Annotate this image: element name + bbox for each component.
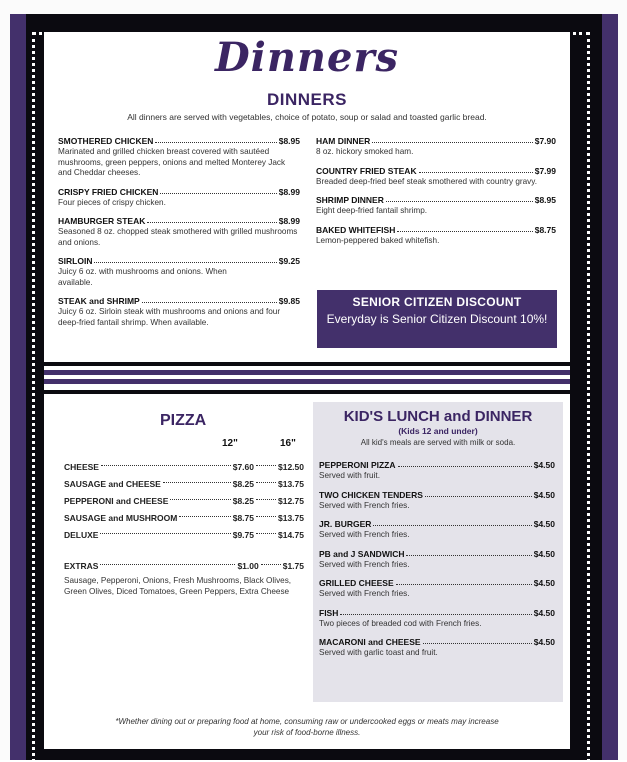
menu-item: BAKED WHITEFISH $8.75 Lemon-peppered baked whitefish. [316, 224, 556, 245]
pizza-row: SAUSAGE and MUSHROOM $8.75 $13.75 [64, 512, 304, 523]
kids-heading: KID'S LUNCH and DINNER [343, 408, 533, 425]
pizza-row: CHEESE $7.60 $12.50 [64, 461, 304, 472]
dinners-intro: All dinners are served with vegetables, choice of potato, soup or salad and toasted garlic bread. [127, 112, 487, 122]
menu-item: SMOTHERED CHICKEN $8.95 Marinated and grilled chicken breast covered with sautéed mushrooms, green peppers, onions and melted Monterey Jack and Cheddar cheeses. [58, 136, 300, 177]
dinners-right-column [316, 136, 556, 254]
menu-item: HAM DINNER $7.90 8 oz. hickory smoked ham. [316, 136, 556, 156]
menu-item: STEAK and SHRIMP $9.85 Juicy 6 oz. Sirloin steak with mushrooms and onions and four deep-fried fantail shrimp. When available. [58, 296, 300, 327]
right-purple-border [602, 14, 618, 760]
menu-item: HAMBURGER STEAK $8.99 Seasoned 8 oz. chopped steak smothered with grilled mushrooms and onions. [58, 216, 300, 247]
senior-discount-heading: SENIOR CITIZEN DISCOUNT [352, 295, 522, 309]
menu-item: FISH $4.50 Two pieces of breaded cod with French fries. [319, 607, 555, 628]
pizza-row: PEPPERONI and CHEESE $8.25 $12.75 [64, 495, 304, 506]
menu-item: CRISPY FRIED CHICKEN $8.99 Four pieces of crispy chicken. [58, 186, 300, 207]
kids-subheading: (Kids 12 and under) [398, 426, 478, 436]
pizza-extras: EXTRAS $1.00 $1.75 Sausage, Pepperoni, Onions, Fresh Mushrooms, Black Olives, Green Olives, Diced Tomatoes, Green Peppers, Extra Cheese [64, 560, 304, 596]
senior-discount-box [317, 290, 557, 348]
kids-list [319, 460, 555, 667]
senior-discount-text: Everyday is Senior Citizen Discount 10%! [326, 312, 548, 326]
pizza-row: DELUXE $9.75 $14.75 [64, 529, 304, 540]
pizza-heading: PIZZA [160, 412, 207, 429]
pizza-row: SAUSAGE and CHEESE $8.25 $13.75 [64, 478, 304, 489]
kids-menu-box [313, 402, 563, 702]
pizza-extras-desc: Sausage, Pepperoni, Onions, Fresh Mushrooms, Black Olives, Green Olives, Diced Tomatoes, Green Peppers, Extra Cheese [64, 576, 292, 596]
dinners-heading: DINNERS [266, 90, 347, 109]
script-title: Dinners [214, 34, 400, 81]
menu-item: SIRLOIN $9.25 Juicy 6 oz. with mushrooms and onions. When available. [58, 256, 300, 287]
menu-item: TWO CHICKEN TENDERS $4.50 Served with French fries. [319, 489, 555, 510]
menu-item: SHRIMP DINNER $8.95 Eight deep-fried fantail shrimp. [316, 195, 556, 215]
dinners-left-column [58, 136, 300, 336]
menu-item: PB and J SANDWICH $4.50 Served with French fries. [319, 548, 555, 569]
menu-item: COUNTRY FRIED STEAK $7.99 Breaded deep-fried beef steak smothered with country gravy. [316, 165, 556, 186]
section-divider [44, 366, 570, 390]
menu-item: JR. BURGER $4.50 Served with French fries. [319, 519, 555, 539]
dinners-panel [44, 32, 570, 362]
food-safety-footnote: *Whether dining out or preparing food at home, consuming raw or undercooked eggs or meats may increase your risk of food-borne illness. [115, 717, 499, 737]
menu-item: MACARONI and CHEESE $4.50 Served with garlic toast and fruit. [319, 637, 555, 657]
pizza-list [64, 458, 304, 543]
left-purple-border [10, 14, 26, 760]
menu-item: GRILLED CHEESE $4.50 Served with French fries. [319, 578, 555, 598]
menu-item: PEPPERONI PIZZA $4.50 Served with fruit. [319, 460, 555, 480]
kids-note: All kid's meals are served with milk or soda. [360, 438, 516, 447]
pizza-size-12: 12" [222, 438, 238, 449]
pizza-size-16: 16" [280, 438, 296, 449]
bottom-panel [44, 394, 570, 749]
